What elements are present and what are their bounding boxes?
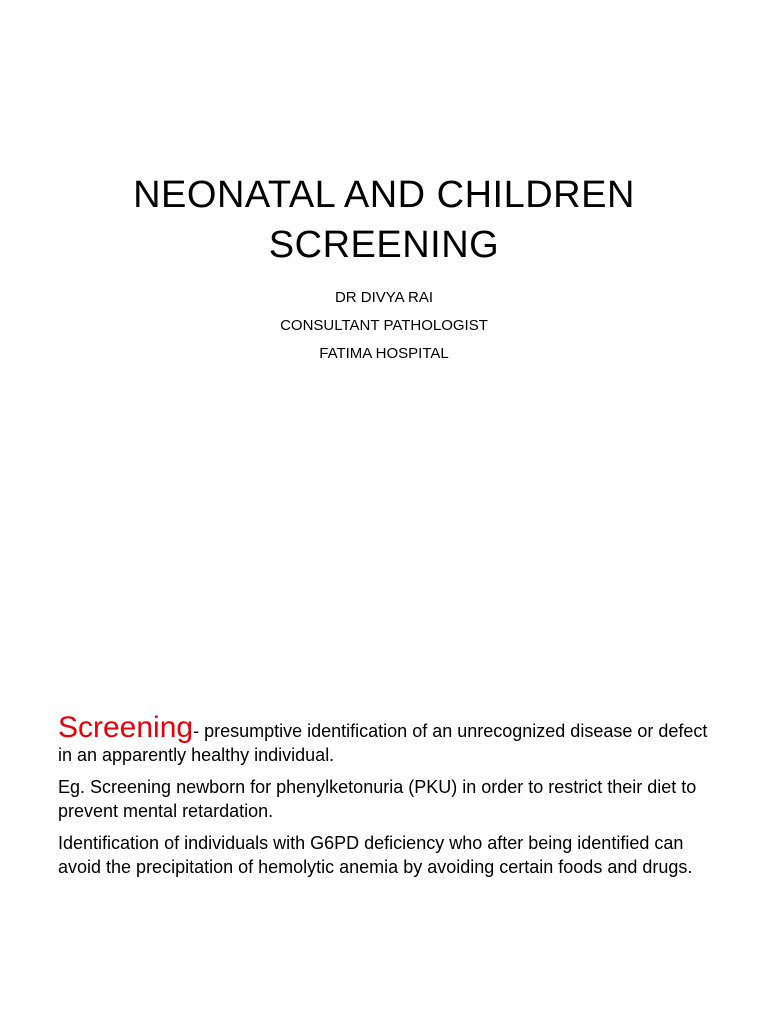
content-slide: [0, 512, 768, 1024]
slide-subtitle: [0, 284, 768, 368]
title-line-2: SCREENING: [268, 224, 500, 266]
author-name: DR DIVYA RAI: [334, 289, 434, 306]
example-paragraph-2: Identification of individuals with G6PD deficiency who after being identified can avoid the precipitation of hemolytic anemia by avoiding certain foods and drugs.: [58, 833, 693, 877]
author-organization: FATIMA HOSPITAL: [319, 345, 449, 362]
screening-term: Screening: [58, 711, 194, 744]
title-line-1: NEONATAL AND CHILDREN: [133, 174, 635, 216]
author-role: CONSULTANT PATHOLOGIST: [280, 317, 488, 334]
example-paragraph-1: Eg. Screening newborn for phenylketonuria (PKU) in order to restrict their diet to prevent mental retardation.: [58, 777, 697, 821]
slide-body: [58, 711, 718, 887]
definition-paragraph: [58, 711, 718, 767]
definition-text: - presumptive identification of an unrecognized disease or defect in an apparently healthy individual.: [58, 721, 708, 765]
slide-title: [0, 170, 768, 270]
